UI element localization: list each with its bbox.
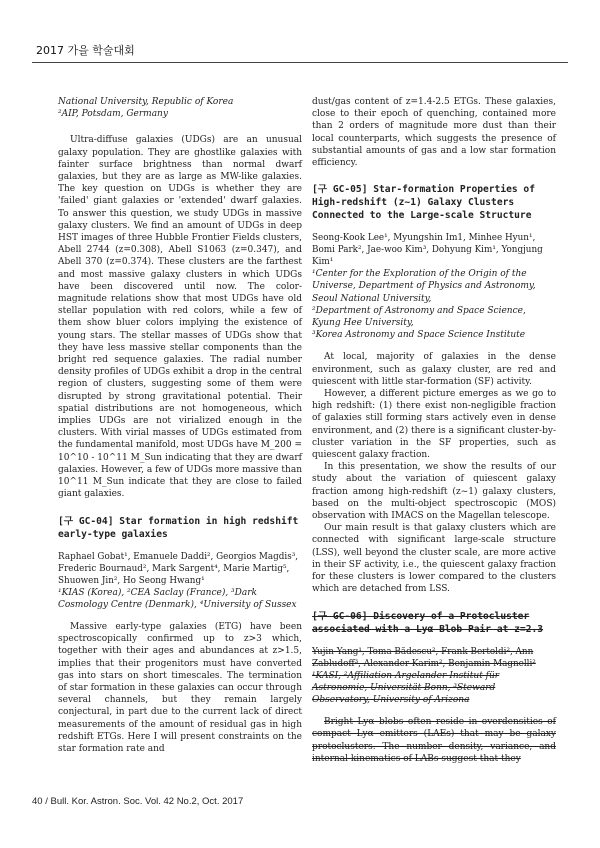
right-column — [312, 96, 556, 765]
abstract-paragraph: In this presentation, we show the results of our study about the variation of quiescent galaxy fraction among high-redshift (z~1) galaxy clusters, based on the multi-object spectroscopic (MOS) observation with IMACS on the Magellan telescope. — [312, 462, 556, 522]
abstract-paragraph: Bright Lyα blobs often reside in overdensities of compact Lyα emitters (LAEs) that may be galaxy protoclusters. The number density, variance, and internal kinematics of LABs suggest that they — [312, 717, 556, 764]
running-header: 2017 가을 학술대회 — [36, 44, 135, 57]
abstract-paragraph: Our main result is that galaxy clusters which are connected with significant large-scale structure (LSS), well beyond the cluster scale, are more active in their SF activity, i.e., the quiescent galaxy fraction for these clusters is lower compared to the clusters which are detached from LSS. — [312, 523, 556, 595]
affiliation-block: ¹KIAS (Korea), ²CEA Saclay (France), ³Dark Cosmology Centre (Denmark), ⁴University of Sussex — [58, 587, 297, 610]
page-footer: 40 / Bull. Kor. Astron. Soc. Vol. 42 No.2, Oct. 2017 — [32, 796, 244, 807]
affiliation-block: ¹KASI, ²Affiliation Argelander-Institut für Astronomie, Universität Bonn, ³Steward Observatory, University of Arizona — [312, 670, 500, 705]
abstract-paragraph: At local, majority of galaxies in the dense environment, such as galaxy cluster, are red and quiescent with little star-formation (SF) activity. — [312, 352, 556, 387]
left-column — [58, 96, 302, 755]
header-rule — [32, 62, 568, 63]
abstract-title: [구 GC-05] Star-formation Properties of High-redshift (z~1) Galaxy Clusters Connected to the Large-scale Structure — [312, 184, 535, 222]
affiliation-block: ²Department of Astronomy and Space Science, Kyung Hee University, — [312, 305, 526, 329]
abstract-title: [구 GC-06] Discovery of a Protocluster associated with a Lyα Blob Pair at z=2.3 — [312, 610, 544, 635]
author-list: Yujin Yang¹, Toma Bădescu², Frank Bertoldi², Ann Zabludoff³, Alexander Karim², Benjamin Magnelli² — [312, 646, 536, 669]
abstract-paragraph: Massive early-type galaxies (ETG) have been spectroscopically confirmed up to z>3 which, together with their ages and abundances at z>1.5, implies that their progenitors must have converted gas into stars on short timescales. The termination of star formation in these galaxies can occur through several channels, but they remain largely conjectural, in part due to the current lack of direct measurements of the amount of residual gas in high redshift ETGs. Here I will present constraints on the star formation rate and — [58, 621, 302, 754]
affiliation-block: ¹Center for the Exploration of the Origin of the Universe, Department of Physics and Astronomy, Seoul National University, — [312, 269, 536, 304]
abstract-paragraph: dust/gas content of z=1.4-2.5 ETGs. These galaxies, close to their epoch of quenching, contained more than 2 orders of magnitude more dust than their local counterparts, which suggests the presence of substantial amounts of gas and a low star formation efficiency. — [312, 97, 556, 169]
affiliation-line: ²AIP, Potsdam, Germany — [58, 109, 168, 120]
abstract-paragraph: Ultra-diffuse galaxies (UDGs) are an unusual galaxy population. They are ghostlike galaxies with fainter surface brightness than normal dwarf galaxies, but they are as large as MW-like galaxies. The key question on UDGs is whether they are 'failed' giant galaxies or 'extended' dwarf galaxies. To answer this question, we study UDGs in massive galaxy clusters. We find an amount of UDGs in deep HST images of three Hubble Frontier Fields clusters, Abell 2744 (z=0.308), Abell S1063 (z=0.347), and Abell 370 (z=0.374). These clusters are the farthest and most massive galaxy clusters in which UDGs have been discovered until now. The color-magnitude relations show that most UDGs have old stellar population with red colors, while a few of them show bluer colors implying the existence of young stars. The stellar masses of UDGs show that they have less massive stellar components than the bright red sequence galaxies. The radial number density profiles of UDGs exhibit a drop in the central region of clusters, suggesting some of them were disrupted by strong gravitational potential. Their spatial distributions are not homogeneous, which implies UDGs are not virialized enough in the clusters. With virial masses of UDGs estimated from the fundamental manifold, most UDGs have M_200 = 10^10 - 10^11 M_Sun indicating that they are dwarf galaxies. However, a few of UDGs more massive than 10^11 M_Sun indicate that they are close to failed giant galaxies. — [58, 135, 302, 500]
author-list: Seong-Kook Lee¹, Myungshin Im1, Minhee Hyun¹, Bomi Park², Jae-woo Kim³, Dohyung Kim¹, Yongjung Kim¹ — [312, 233, 543, 268]
affiliation-block: ³Korea Astronomy and Space Science Institute — [312, 330, 526, 341]
abstract-paragraph: However, a different picture emerges as we go to high redshift: (1) there exist non-negligible fraction of galaxies still forming stars actively even in dense environment, and (2) there is a significant cluster-by-cluster variation in the SF properties, such as quiescent galaxy fraction. — [312, 389, 556, 461]
abstract-title: [구 GC-04] Star formation in high redshift early-type galaxies — [58, 515, 299, 540]
affiliation-line: National University, Republic of Korea — [58, 97, 234, 107]
author-list: Raphael Gobat¹, Emanuele Daddi², Georgios Magdis³, Frederic Bournaud², Mark Sargent⁴, Marie Martig⁵, Shuowen Jin², Ho Seong Hwang¹ — [58, 551, 299, 586]
